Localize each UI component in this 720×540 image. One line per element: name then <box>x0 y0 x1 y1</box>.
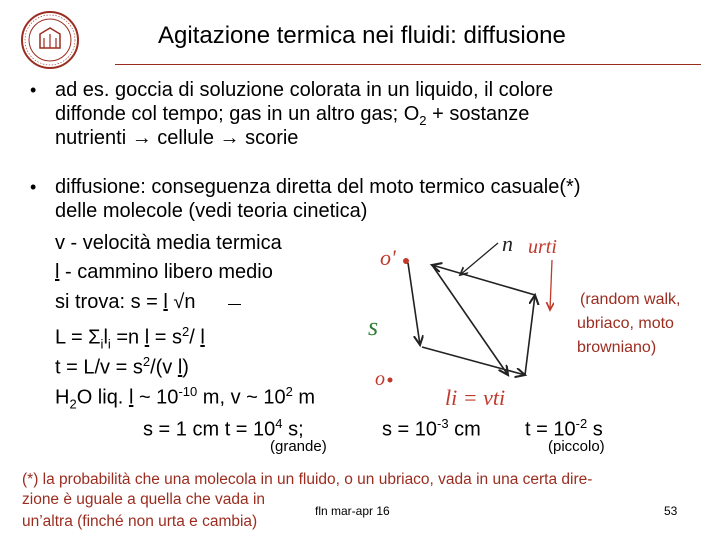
sketch-arrow-n <box>460 243 498 275</box>
bullet-2-marker: • <box>30 177 37 197</box>
bullet-2-line-6: $L = \Sigma_il_i =n$ $l = s^2/$ l <box>55 324 205 352</box>
sqrt-dash <box>228 304 241 305</box>
bullet-2-line-3: v - velocità media termica <box>55 232 282 254</box>
page-title: Agitazione termica nei fluidi: diffusione <box>158 22 566 49</box>
footnote-line-2: zione è uguale a quella che vada in <box>22 491 266 508</box>
bullet-2-line-8: $H_2O$ liq. l ~ $10^{-10}$ m, v ~ $10^2$ m <box>55 384 316 412</box>
footnote-line-1: (*) la probabilità che una molecola in un fluido, o un ubriaco, vada in una certa dire- <box>22 471 593 488</box>
sketch-label-s: s <box>368 312 379 341</box>
result-large: s = 1 cm $t = 10^4$ s; <box>143 416 304 441</box>
sketch-path-segment-1 <box>408 263 420 345</box>
university-seal-logo <box>20 10 80 70</box>
sketch-path-segment-2 <box>422 347 525 375</box>
sketch-path-segment-5 <box>432 265 508 375</box>
sketch-arrow-urti <box>550 260 552 310</box>
sketch-label-n: n <box>502 231 513 256</box>
bullet-2-line-4: l - cammino libero medio <box>55 261 273 283</box>
sketch-path-segment-3 <box>525 295 535 375</box>
result-large-note: (grande) <box>270 438 327 455</box>
title-rule <box>115 64 701 65</box>
random-walk-note-1: (random walk, <box>580 291 681 308</box>
bullet-2-line-1: diffusione: conseguenza diretta del moto termico casuale(*) <box>55 176 581 198</box>
bullet-2-line-5: si trova: s = l √n <box>55 291 196 313</box>
sketch-path-segment-4 <box>432 265 535 295</box>
bullet-1-line-3: nutrienti → cellule → scorie <box>55 127 299 149</box>
bullet-2-line-2: delle molecole (vedi teoria cinetica) <box>55 200 368 222</box>
random-walk-note-3: browniano) <box>577 339 657 356</box>
result-small-s: $s = 10^{-3}$ cm <box>382 416 481 441</box>
random-walk-sketch <box>360 225 575 410</box>
result-small-t: $t = 10^{-2}$ s <box>525 416 603 441</box>
bullet-1-line-2: diffonde col tempo; gas in un altro gas; $O_2$ + sostanze <box>55 103 530 128</box>
footer-page-number: 53 <box>664 504 678 518</box>
result-small-note: (piccolo) <box>548 438 605 455</box>
bullet-1-line-1: ad es. goccia di soluzione colorata in un liquido, il colore <box>55 79 554 101</box>
random-walk-note-2: ubriaco, moto <box>577 315 674 332</box>
footer-course: fln mar-apr 16 <box>315 504 390 518</box>
bullet-2-line-7: $t = L/v = s^2/(v$ l) <box>55 354 189 379</box>
sketch-label-urti: urti <box>528 236 557 258</box>
sketch-label-o-prime: o' <box>380 245 396 270</box>
sketch-label-o: o <box>375 368 385 390</box>
bullet-1-marker: • <box>30 80 37 100</box>
sketch-label-formula: li = vti <box>445 385 506 410</box>
footnote-line-3: un’altra (finché non urta e cambia) <box>22 513 258 530</box>
sketch-end-point <box>388 378 393 383</box>
